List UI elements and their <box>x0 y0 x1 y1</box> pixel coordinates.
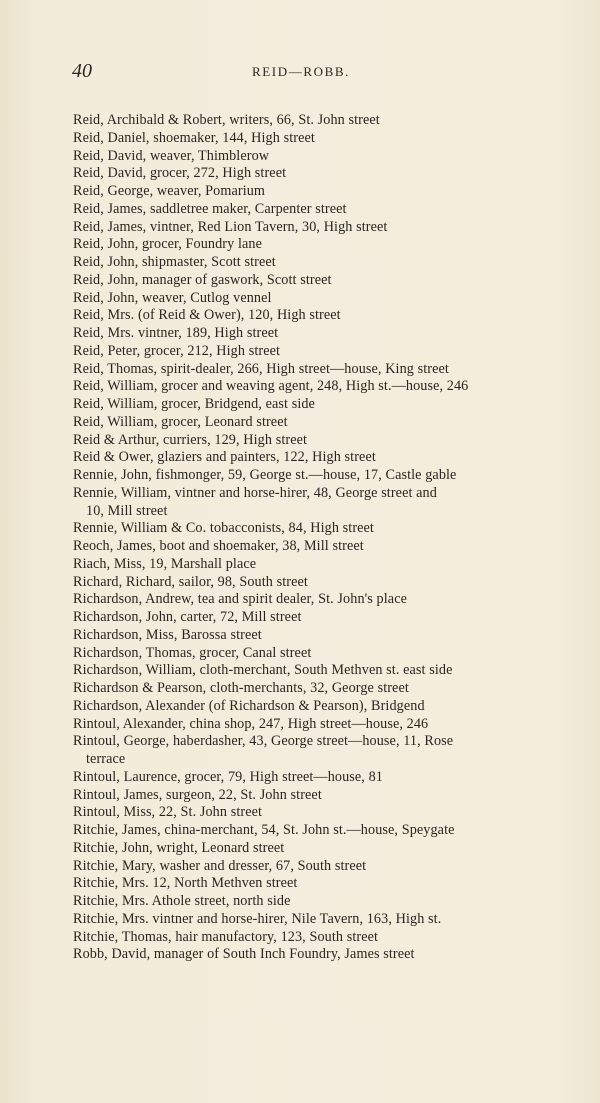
entry-continuation: 10, Mill street <box>86 502 168 519</box>
entry-text: Reid & Arthur, curriers, 129, High street <box>73 431 308 448</box>
entry-text: Rintoul, Alexander, china shop, 247, High street—house, 246 <box>73 715 429 732</box>
directory-entry <box>73 361 573 379</box>
directory-entry <box>73 804 573 822</box>
directory-entry <box>73 396 573 414</box>
directory-entry <box>73 645 573 663</box>
entry-text: Reoch, James, boot and shoemaker, 38, Mill street <box>73 538 364 554</box>
directory-entry <box>73 432 573 450</box>
directory-entry <box>73 378 573 396</box>
entry-text: Rennie, William & Co. tobacconists, 84, High street <box>73 520 374 537</box>
entry-text: Robb, David, manager of South Inch Foundry, James street <box>73 946 415 963</box>
entry-text: Rintoul, Laurence, grocer, 79, High street—house, 81 <box>73 768 383 785</box>
directory-entries <box>73 112 573 964</box>
directory-entry <box>73 769 573 787</box>
entry-text: Reid, John, grocer, Foundry lane <box>73 236 263 253</box>
directory-entry <box>73 325 573 343</box>
entry-text: Ritchie, Thomas, hair manufactory, 123, South street <box>73 928 379 945</box>
entry-text: Reid, George, weaver, Pomarium <box>73 183 266 199</box>
entry-text: Reid, Thomas, spirit-dealer, 266, High street—house, King street <box>73 360 449 377</box>
entry-text: Richardson, Thomas, grocer, Canal street <box>73 644 312 661</box>
directory-entry <box>73 219 573 237</box>
entry-text: Reid, John, manager of gaswork, Scott street <box>73 271 332 288</box>
entry-text: Reid, William, grocer, Bridgend, east side <box>73 396 315 412</box>
entry-text: Richardson, Miss, Barossa street <box>73 626 262 643</box>
entry-text: Reid, Mrs. (of Reid & Ower), 120, High street <box>73 307 341 324</box>
directory-entry <box>73 165 573 183</box>
entry-text: Richardson, Andrew, tea and spirit dealer, St. John's place <box>73 591 407 608</box>
entry-text: Reid, William, grocer, Leonard street <box>73 413 288 430</box>
directory-entry <box>73 485 573 521</box>
entry-text: Rintoul, Miss, 22, St. John street <box>73 804 263 821</box>
entry-text: Reid, James, saddletree maker, Carpenter street <box>73 200 347 217</box>
entry-text: Reid, James, vintner, Red Lion Tavern, 30, High street <box>73 218 388 235</box>
entry-text: Riach, Miss, 19, Marshall place <box>73 555 257 572</box>
page-header <box>0 58 600 86</box>
entry-text: Richard, Richard, sailor, 98, South street <box>73 573 308 590</box>
directory-entry <box>73 272 573 290</box>
entry-text: Reid, William, grocer and weaving agent, 248, High st.—house, 246 <box>73 378 469 395</box>
entry-text: Richardson, John, carter, 72, Mill street <box>73 609 302 625</box>
directory-entry <box>73 840 573 858</box>
entry-text: Reid, David, weaver, Thimblerow <box>73 147 270 164</box>
entry-text: Richardson, William, cloth-merchant, South Methven st. east side <box>73 662 453 679</box>
directory-entry <box>73 183 573 201</box>
entry-text: Reid, John, weaver, Cutlog vennel <box>73 289 272 306</box>
entry-text: Rennie, William, vintner and horse-hirer, 48, George street and <box>73 484 437 501</box>
directory-entry <box>73 520 573 538</box>
directory-entry <box>73 929 573 947</box>
entry-text: Ritchie, Mary, washer and dresser, 67, South street <box>73 857 367 874</box>
page-number: 40 <box>72 60 92 82</box>
directory-entry <box>73 307 573 325</box>
directory-entry <box>73 236 573 254</box>
entry-text: Reid & Ower, glaziers and painters, 122, High street <box>73 449 376 466</box>
entry-text: Reid, Mrs. vintner, 189, High street <box>73 325 279 341</box>
directory-entry <box>73 858 573 876</box>
directory-entry <box>73 875 573 893</box>
directory-entry <box>73 698 573 716</box>
entry-continuation: terrace <box>86 751 126 767</box>
directory-entry <box>73 591 573 609</box>
entry-text: Reid, Peter, grocer, 212, High street <box>73 342 281 359</box>
directory-entry <box>73 343 573 361</box>
entry-text: Reid, Daniel, shoemaker, 144, High street <box>73 129 315 146</box>
directory-entry <box>73 627 573 645</box>
directory-entry <box>73 733 573 769</box>
entry-text: Reid, John, shipmaster, Scott street <box>73 254 276 270</box>
running-head: REID—ROBB. <box>252 64 350 79</box>
entry-text: Rintoul, James, surgeon, 22, St. John street <box>73 786 322 803</box>
entry-text: Ritchie, John, wright, Leonard street <box>73 839 285 856</box>
entry-text: Rintoul, George, haberdasher, 43, George street—house, 11, Rose <box>73 733 454 750</box>
directory-entry <box>73 574 573 592</box>
directory-entry <box>73 538 573 556</box>
directory-entry <box>73 201 573 219</box>
entry-text: Ritchie, Mrs. 12, North Methven street <box>73 875 298 892</box>
directory-entry <box>73 254 573 272</box>
directory-entry <box>73 893 573 911</box>
entry-text: Ritchie, Mrs. Athole street, north side <box>73 893 291 909</box>
directory-entry <box>73 467 573 485</box>
directory-entry <box>73 680 573 698</box>
entry-text: Richardson, Alexander (of Richardson & Pearson), Bridgend <box>73 697 425 714</box>
directory-entry <box>73 414 573 432</box>
entry-text: Ritchie, James, china-merchant, 54, St. John st.—house, Speygate <box>73 822 455 838</box>
entry-text: Rennie, John, fishmonger, 59, George st.—house, 17, Castle gable <box>73 467 457 483</box>
entry-text: Reid, Archibald & Robert, writers, 66, St. John street <box>73 112 380 128</box>
directory-entry <box>73 449 573 467</box>
directory-entry <box>73 112 573 130</box>
entry-text: Richardson & Pearson, cloth-merchants, 32, George street <box>73 680 409 696</box>
directory-entry <box>73 716 573 734</box>
directory-entry <box>73 822 573 840</box>
directory-entry <box>73 130 573 148</box>
directory-entry <box>73 556 573 574</box>
directory-entry <box>73 946 573 964</box>
directory-entry <box>73 662 573 680</box>
entry-text: Ritchie, Mrs. vintner and horse-hirer, Nile Tavern, 163, High st. <box>73 910 442 927</box>
directory-entry <box>73 609 573 627</box>
directory-entry <box>73 290 573 308</box>
directory-entry <box>73 148 573 166</box>
directory-entry <box>73 787 573 805</box>
directory-entry <box>73 911 573 929</box>
entry-text: Reid, David, grocer, 272, High street <box>73 165 287 182</box>
